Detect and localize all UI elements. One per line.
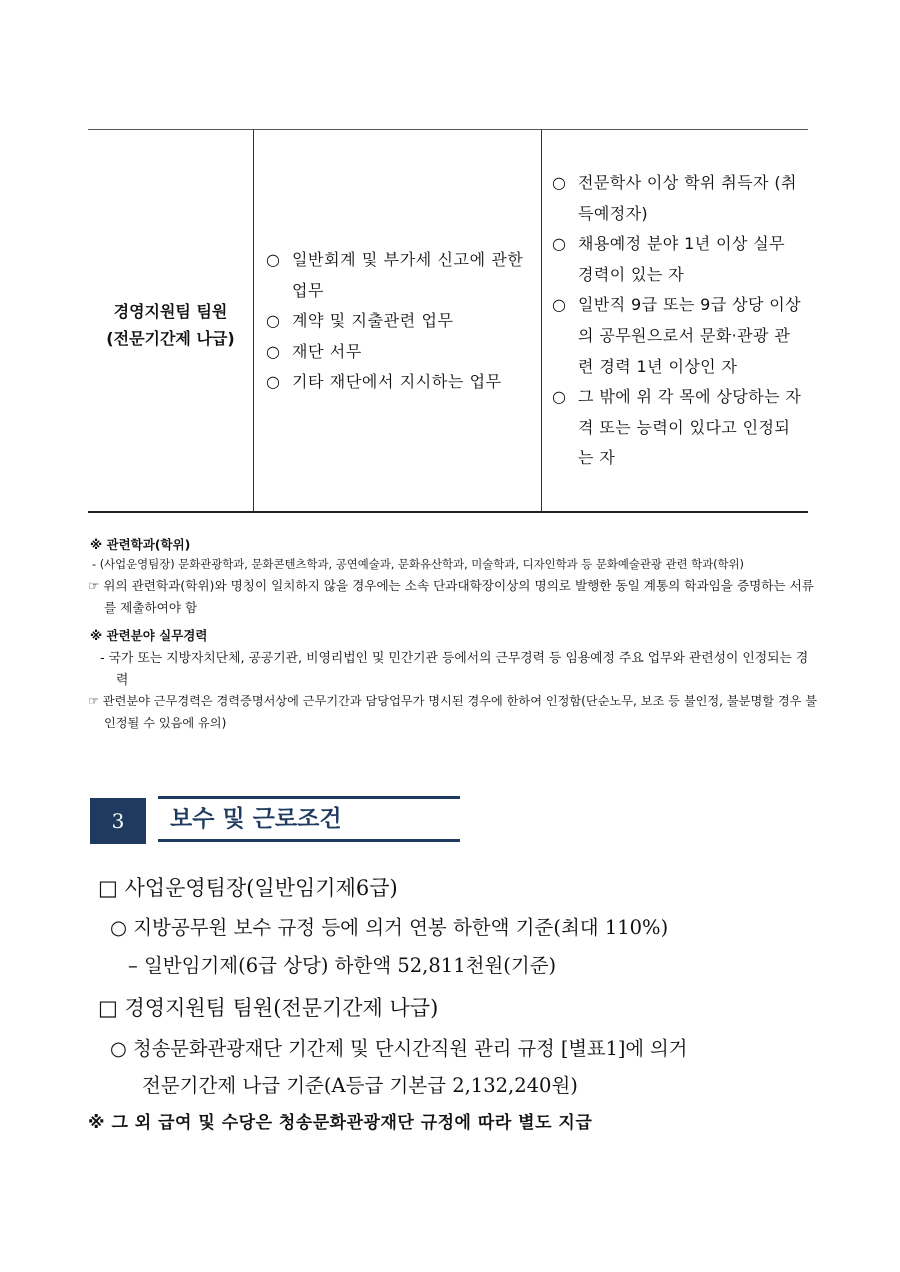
- note-dept-item: - (사업운영팀장) 문화관광학과, 문화콘텐츠학과, 공연예술과, 문화유산학과, 미술학과, 디자인학과 등 문화예술관광 관련 학과(학위): [92, 557, 744, 571]
- note-dept-caution: ☞ 위의 관련학과(학위)와 명칭이 일치하지 않을 경우에는 소속 단과대학장이상의 명의로 발행한 동일 계통의 학과임을 증명하는 서류를 제출하여야 함: [88, 578, 814, 615]
- position-name: 경영지원팀 팀원 (전문기간제 나급): [106, 302, 235, 348]
- pay-item-2-bullet: ○ 청송문화관광재단 기간제 및 단시간직원 관리 규정 [별표1]에 의거: [110, 1037, 688, 1060]
- duties-list: [266, 245, 533, 398]
- note-exp-caution: ☞ 관련분야 근무경력은 경력증명서상에 근무기간과 담당업무가 명시된 경우에 한하여 인정함(단순노무, 보조 등 불인정, 불분명할 경우 불인정될 수 있음에 유의): [88, 694, 818, 730]
- pay-item-2-title: □ 경영지원팀 팀원(전문기간제 나급): [98, 996, 439, 1020]
- pay-item-2-bullet-cont: 전문기간제 나급 기준(A등급 기본급 2,132,240원): [142, 1074, 578, 1097]
- list-item: ○ 채용예정 분야 1년 이상 실무 경력이 있는 자: [552, 229, 802, 290]
- position-cell: [88, 130, 254, 511]
- section-number: 3: [90, 798, 146, 844]
- duties-cell: [254, 130, 542, 511]
- list-item: ○ 일반직 9급 또는 9급 상당 이상의 공무원으로서 문화·관광 관련 경력 1년 이상인 자: [552, 290, 802, 382]
- list-item: ○ 계약 및 지출관련 업무: [266, 306, 533, 337]
- list-item: ○ 전문학사 이상 학위 취득자 (취득예정자): [552, 168, 802, 229]
- list-item: ○ 그 밖에 위 각 목에 상당하는 자격 또는 능력이 있다고 인정되는 자: [552, 382, 802, 474]
- note-heading-dept: ※ 관련학과(학위): [90, 537, 191, 552]
- note-heading-exp: ※ 관련분야 실무경력: [90, 628, 208, 643]
- qualifications-cell: [542, 130, 808, 511]
- qualifications-list: [552, 168, 802, 474]
- final-note: ※ 그 외 급여 및 수당은 청송문화관광재단 규정에 따라 별도 지급: [88, 1113, 593, 1133]
- section-title: 보수 및 근로조건: [158, 796, 460, 842]
- pay-item-1-bullet: ○ 지방공무원 보수 규정 등에 의거 연봉 하한액 기준(최대 110%): [110, 916, 669, 939]
- list-item: ○ 재단 서무: [266, 337, 533, 368]
- pay-item-1-title: □ 사업운영팀장(일반임기제6급): [98, 876, 398, 900]
- job-table: [88, 129, 808, 513]
- pay-item-1-sub: – 일반임기제(6급 상당) 하한액 52,811천원(기준): [128, 954, 557, 977]
- note-exp-item: - 국가 또는 지방자치단체, 공공기관, 비영리법인 및 민간기관 등에서의 근무경력 등 임용예정 주요 업무와 관련성이 인정되는 경력: [100, 651, 809, 688]
- list-item: ○ 일반회계 및 부가세 신고에 관한 업무: [266, 245, 533, 306]
- list-item: ○ 기타 재단에서 지시하는 업무: [266, 367, 533, 398]
